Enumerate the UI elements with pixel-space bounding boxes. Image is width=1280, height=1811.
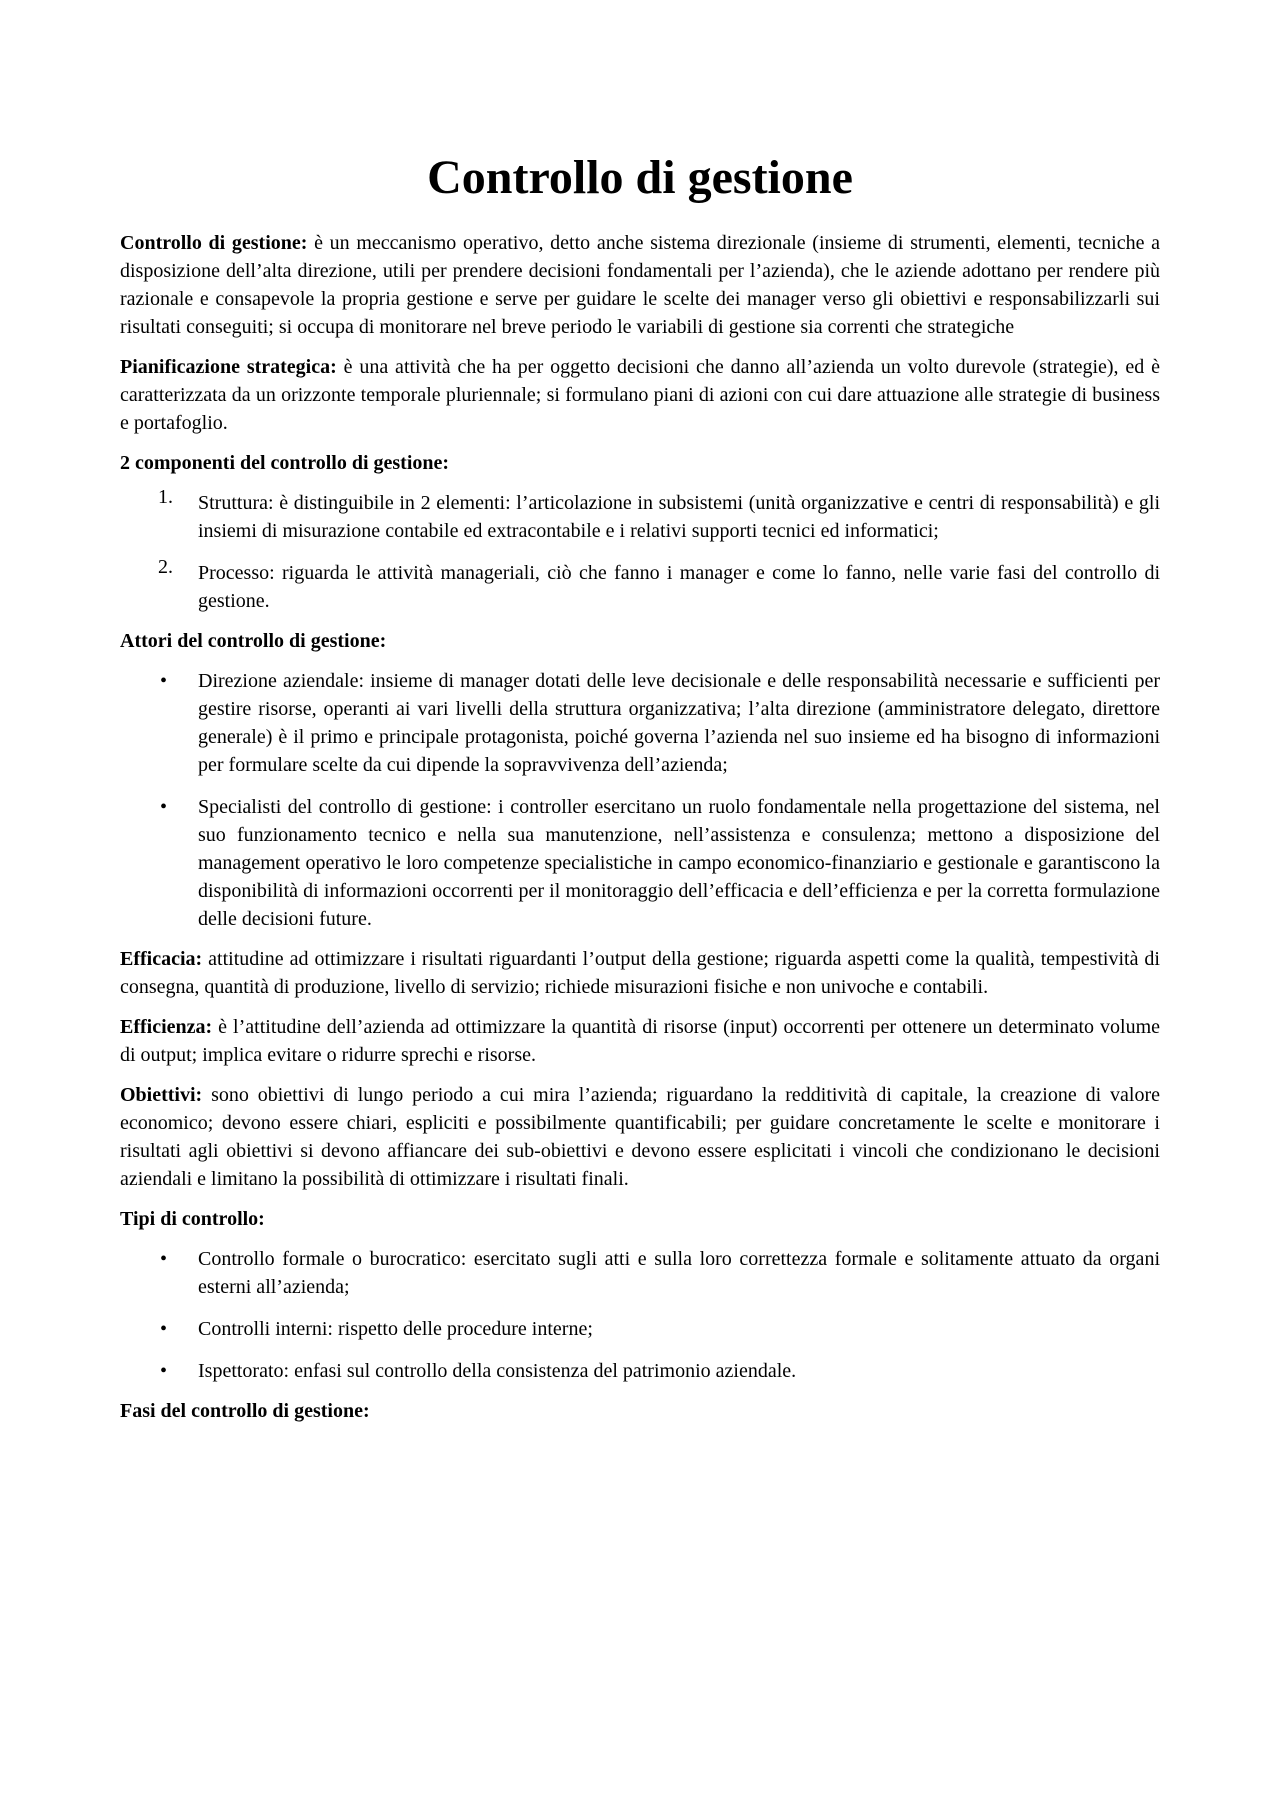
list-item-text: Processo: riguarda le attività manageriali, ciò che fanno i manager e come lo fanno, nelle varie fasi del controllo di gestione. [198,562,1160,613]
list-item-text: Controllo formale o burocratico: esercitato sugli atti e sulla loro correttezza formale e solitamente attuato da organi esterni all’azienda; [198,1248,1160,1299]
paragraph-controllo-di-gestione [120,229,1160,341]
list-number: 1. [158,486,173,509]
term-definition: attitudine ad ottimizzare i risultati riguardanti l’output della gestione; riguarda aspetti come la qualità, tempestività di consegna, quantità di produzione, livello di servizio; richiede misurazioni fisiche e non univoche e contabili. [120,948,1160,999]
list-item [120,556,1160,615]
heading-attori: Attori del controllo di gestione: [120,630,387,653]
list-item-text: Controlli interni: rispetto delle procedure interne; [198,1318,593,1341]
term-label: Pianificazione strategica: [120,356,337,379]
list-item [120,1245,1160,1301]
list-item [120,486,1160,545]
list-item [120,1357,1160,1385]
term-definition: è un meccanismo operativo, detto anche sistema direzionale (insieme di strumenti, elementi, tecniche a disposizione dell’alta direzione, utili per prendere decisioni fondamentali per l’azienda), che le aziende adottano per rendere più razionale e consapevole la propria gestione e serve per guidare le scelte dei manager verso gli obiettivi e responsabilizzarli sui risultati conseguiti; si occupa di monitorare nel breve periodo le variabili di gestione sia correnti che strategiche [120,232,1160,339]
bullet-icon: • [160,1248,168,1271]
document-title: Controllo di gestione [427,151,853,204]
bullet-icon: • [160,670,168,693]
heading-componenti: 2 componenti del controllo di gestione: [120,452,450,475]
bullet-icon: • [160,796,168,819]
heading-tipi-di-controllo: Tipi di controllo: [120,1208,265,1231]
term-label: Efficienza: [120,1016,213,1039]
paragraph-pianificazione-strategica [120,353,1160,437]
list-item-text: Direzione aziendale: insieme di manager dotati delle leve decisionale e delle responsabilità necessarie e sufficienti per gestire risorse, operanti ai vari livelli della struttura organizzativa; l’alta direzione (amministratore delegato, direttore generale) è il primo e principale protagonista, poiché governa l’azienda nel suo insieme ed ha bisogno di informazioni per formulare scelte da cui dipende la sopravvivenza dell’azienda; [198,670,1160,777]
components-list [120,486,1160,615]
list-item-text: Specialisti del controllo di gestione: i controller esercitano un ruolo fondamentale nella progettazione del sistema, nel suo funzionamento tecnico e nella sua manutenzione, nell’assistenza e consulenza; mettono a disposizione del management operativo le loro competenze specialistiche in campo economico-finanziario e gestionale e garantiscono la disponibilità di informazioni occorrenti per il monitoraggio dell’efficacia e dell’efficienza e per la corretta formulazione delle decisioni future. [198,796,1160,931]
term-label: Obiettivi: [120,1084,203,1107]
actors-list [120,667,1160,933]
paragraph-efficacia [120,945,1160,1001]
list-item [120,793,1160,933]
term-definition: è una attività che ha per oggetto decisioni che danno all’azienda un volto durevole (strategie), ed è caratterizzata da un orizzonte temporale pluriennale; si formulano piani di azioni con cui dare attuazione alle strategie di business e portafoglio. [120,356,1160,435]
term-definition: è l’attitudine dell’azienda ad ottimizzare la quantità di risorse (input) occorrenti per ottenere un determinato volume di output; implica evitare o ridurre sprechi e risorse. [120,1016,1160,1067]
term-label: Controllo di gestione: [120,232,308,255]
paragraph-obiettivi [120,1081,1160,1193]
paragraph-efficienza [120,1013,1160,1069]
heading-fasi: Fasi del controllo di gestione: [120,1400,370,1423]
list-item-text: Ispettorato: enfasi sul controllo della consistenza del patrimonio aziendale. [198,1360,797,1383]
term-label: Efficacia: [120,948,203,971]
bullet-icon: • [160,1318,168,1341]
list-number: 2. [158,556,173,579]
list-item [120,1315,1160,1343]
list-item [120,667,1160,779]
document-page [120,150,1160,1437]
list-item-text: Struttura: è distinguibile in 2 elementi: l’articolazione in subsistemi (unità organizzative e centri di responsabilità) e gli insiemi di misurazione contabile ed extracontabile e i relativi supporti tecnici ed informatici; [198,492,1160,543]
bullet-icon: • [160,1360,168,1383]
term-definition: sono obiettivi di lungo periodo a cui mira l’azienda; riguardano la redditività di capitale, la creazione di valore economico; devono essere chiari, espliciti e possibilmente quantificabili; per guidare concretamente le scelte e monitorare i risultati agli obiettivi si devono affiancare dei sub-obiettivi e devono essere esplicitati i vincoli che condizionano le decisioni aziendali e limitano la possibilità di ottimizzare i risultati finali. [120,1084,1160,1191]
control-types-list [120,1245,1160,1385]
